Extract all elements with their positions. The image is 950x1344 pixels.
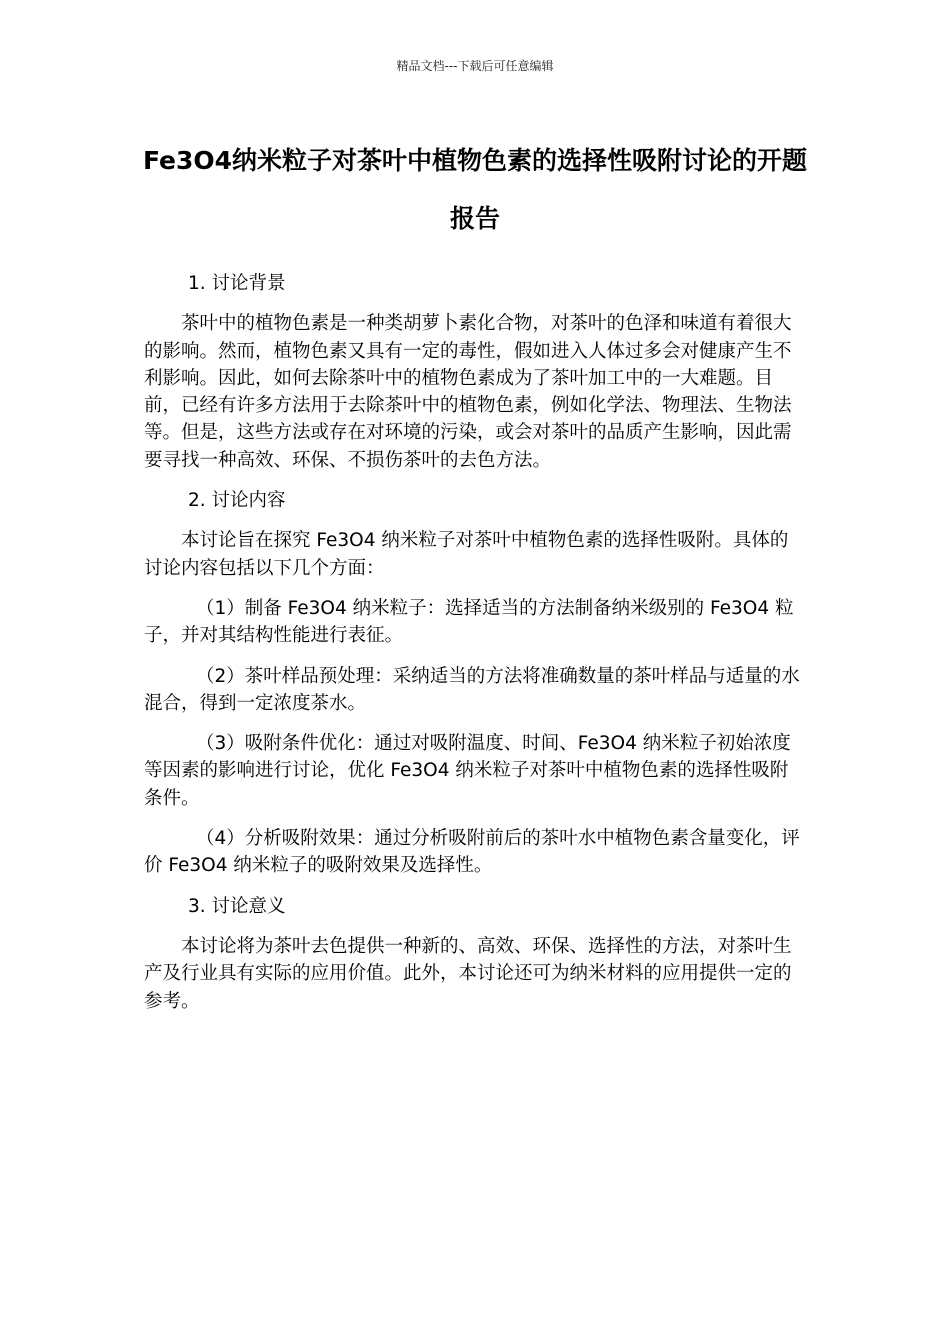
content-item-3: （3）吸附条件优化：通过对吸附温度、时间、Fe3O4 纳米粒子初始浓度等因素的影响进行讨论，优化 Fe3O4 纳米粒子对茶叶中植物色素的选择性吸附条件。 xyxy=(144,733,791,809)
background-paragraph: 茶叶中的植物色素是一种类胡萝卜素化合物，对茶叶的色泽和味道有着很大的影响。然而，植物色素又具有一定的毒性，假如进入人体过多会对健康产生不利影响。因此，如何去除茶叶中的植物色素成为了茶叶加工中的一大难题。目前，已经有许多方法用于去除茶叶中的植物色素，例如化学法、物理法、生物法等。但是，这些方法或存在对环境的污染，或会对茶叶的品质产生影响，因此需要寻找一种高效、环保、不损伤茶叶的去色方法。 xyxy=(144,313,792,471)
section-heading-content: 2. 讨论内容 xyxy=(188,490,286,512)
content-item-1: （1）制备 Fe3O4 纳米粒子：选择适当的方法制备纳米级别的 Fe3O4 粒子，并对其结构性能进行表征。 xyxy=(144,597,794,647)
content-item-4: （4）分析吸附效果：通过分析吸附前后的茶叶水中植物色素含量变化，评价 Fe3O4 纳米粒子的吸附效果及选择性。 xyxy=(144,828,800,877)
document-body xyxy=(144,270,806,1028)
section-heading-significance: 3. 讨论意义 xyxy=(188,895,286,917)
content-intro-paragraph: 本讨论旨在探究 Fe3O4 纳米粒子对茶叶中植物色素的选择性吸附。具体的讨论内容包括以下几个方面： xyxy=(144,530,789,579)
document-title: Fe3O4纳米粒子对茶叶中植物色素的选择性吸附讨论的开题报告 xyxy=(142,146,808,233)
significance-paragraph: 本讨论将为茶叶去色提供一种新的、高效、环保、选择性的方法，对茶叶生产及行业具有实际的应用价值。此外，本讨论还可为纳米材料的应用提供一定的参考。 xyxy=(144,935,792,1012)
page-header: 精品文档---下载后可任意编辑 xyxy=(396,59,554,73)
section-heading-background: 1. 讨论背景 xyxy=(188,273,286,294)
content-item-2: （2）茶叶样品预处理：采纳适当的方法将准确数量的茶叶样品与适量的水混合，得到一定浓度茶水。 xyxy=(144,665,800,714)
